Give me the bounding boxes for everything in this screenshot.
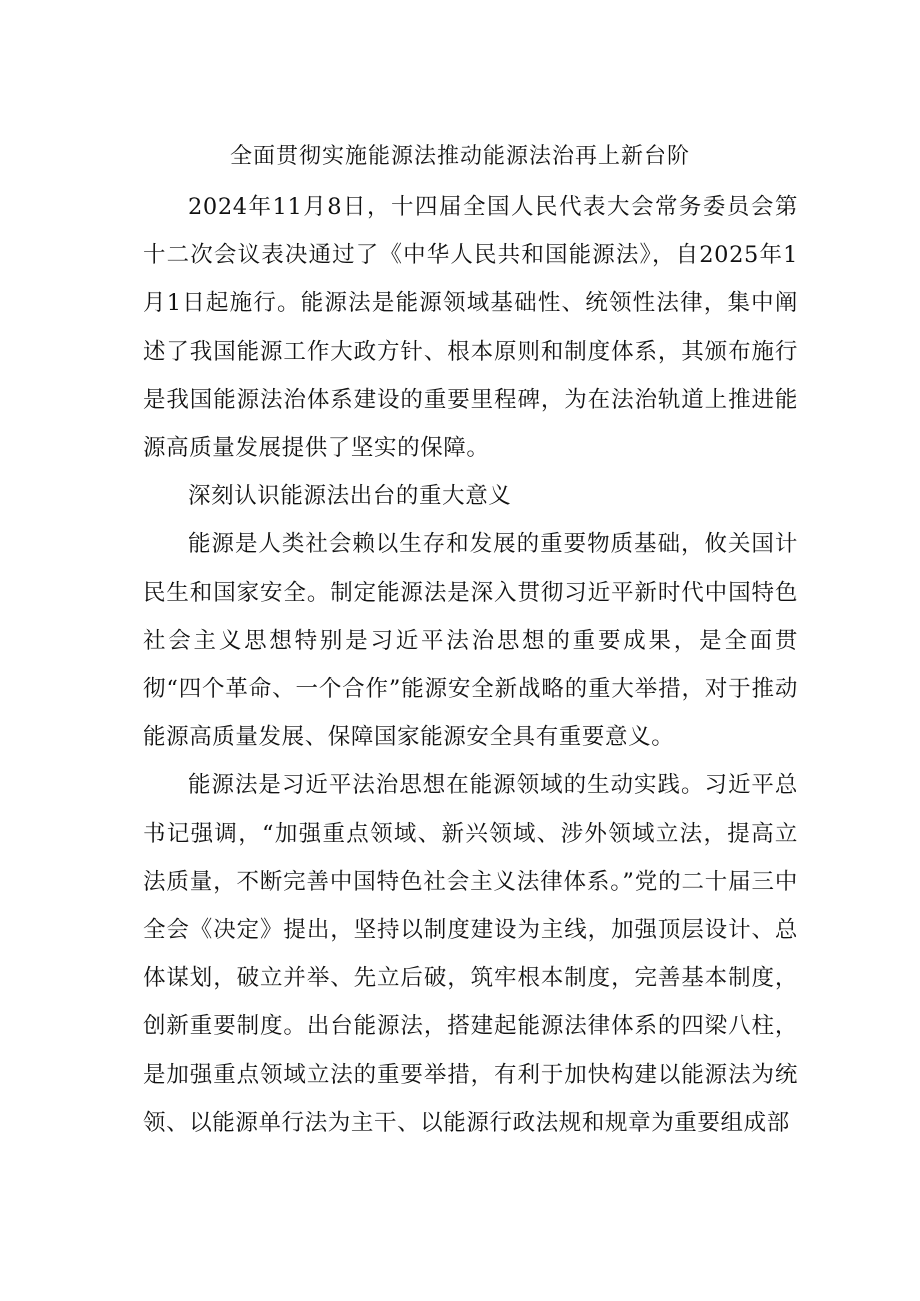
document-title: 全面贯彻实施能源法推动能源法治再上新台阶 (229, 144, 690, 169)
section-heading: 深刻认识能源法出台的重大意义 (188, 483, 512, 510)
paragraph-significance: 能源是人类社会赖以生存和发展的重要物质基础，攸关国计民生和国家安全。制定能源法是深入贯彻习近平新时代中国特色社会主义思想特别是习近平法治思想的重要成果，是全面贯彻“四个革命、一个合作”能源安全新战略的重大举措，对于推动能源高质量发展、保障国家能源安全具有重要意义。 (143, 531, 798, 751)
document-body (143, 183, 798, 1147)
paragraph-intro: 2024年11月8日，十四届全国人民代表大会常务委员会第十二次会议表决通过了《中华人民共和国能源法》，自2025年1月1日起施行。能源法是能源领域基础性、统领性法律，集中阐述了我国能源工作大政方针、根本原则和制度体系，其颁布施行是我国能源法治体系建设的重要里程碑，为在法治轨道上推进能源高质量发展提供了坚实的保障。 (143, 194, 798, 462)
paragraph-rule-of-law: 能源法是习近平法治思想在能源领域的生动实践。习近平总书记强调，“加强重点领域、新兴领域、涉外领域立法，提高立法质量，不断完善中国特色社会主义法律体系。”党的二十届三中全会《决定》提出，坚持以制度建设为主线，加强顶层设计、总体谋划，破立并举、先立后破，筑牢根本制度，完善基本制度，创新重要制度。出台能源法，搭建起能源法律体系的四梁八柱，是加强重点领域立法的重要举措，有利于加快构建以能源法为统领、以能源单行法为主干、以能源行政法规和规章为重要组成部 (143, 772, 798, 1136)
